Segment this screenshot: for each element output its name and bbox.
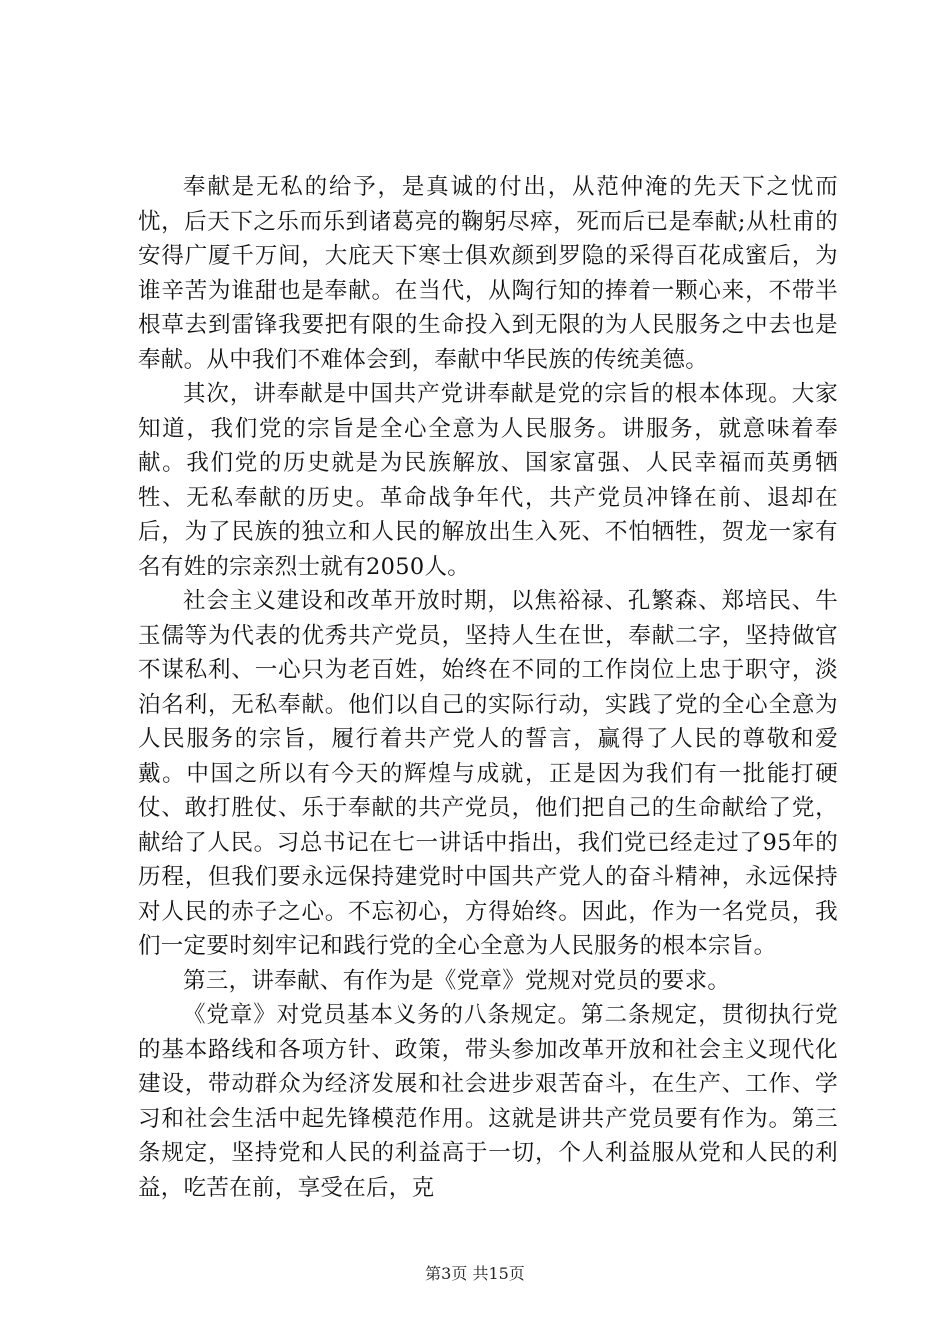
document-body <box>138 170 838 1205</box>
page-footer <box>0 1263 950 1285</box>
page-number: 第3页 共15页 <box>425 1264 525 1283</box>
paragraph-third-point: 第三，讲奉献、有作为是《党章》党规对党员的要求。 <box>183 967 731 994</box>
paragraph-party-constitution: 《党章》对党员基本义务的八条规定。第二条规定，贯彻执行党的基本路线和各项方针、政策，带头参加改革开放和社会主义现代化建设，带动群众为经济发展和社会进步艰苦奋斗，在生产、工作、学习和社会生活中起先锋模范作用。这就是讲共产党员要有作为。第三条规定，坚持党和人民的利益高于一切，个人利益服从党和人民的利益，吃苦在前，享受在后，克 <box>138 1002 838 1201</box>
paragraph-reform-era: 社会主义建设和改革开放时期，以焦裕禄、孔繁森、郑培民、牛玉儒等为代表的优秀共产党员，坚持人生在世，奉献二字，坚持做官不谋私利、一心只为老百姓，始终在不同的工作岗位上忠于职守，淡泊名利，无私奉献。他们以自己的实际行动，实践了党的全心全意为人民服务的宗旨，履行着共产党人的誓言，赢得了人民的尊敬和爱戴。中国之所以有今天的辉煌与成就，正是因为我们有一批能打硬仗、敢打胜仗、乐于奉献的共产党员，他们把自己的生命献给了党，献给了人民。习总书记在七一讲话中指出，我们党已经走过了95年的历程，但我们要永远保持建党时中国共产党人的奋斗精神，永远保持对人民的赤子之心。不忘初心，方得始终。因此，作为一名党员，我们一定要时刻牢记和践行党的全心全意为人民服务的根本宗旨。 <box>138 588 838 959</box>
paragraph-party-purpose: 其次，讲奉献是中国共产党讲奉献是党的宗旨的根本体现。大家知道，我们党的宗旨是全心全意为人民服务。讲服务，就意味着奉献。我们党的历史就是为民族解放、国家富强、人民幸福而英勇牺牲、无私奉献的历史。革命战争年代，共产党员冲锋在前、退却在后，为了民族的独立和人民的解放出生入死、不怕牺牲，贺龙一家有名有姓的宗亲烈士就有2050人。 <box>138 381 838 580</box>
paragraph-dedication-definition: 奉献是无私的给予，是真诚的付出，从范仲淹的先天下之忧而忧，后天下之乐而乐到诸葛亮的鞠躬尽瘁，死而后已是奉献;从杜甫的安得广厦千万间，大庇天下寒士俱欢颜到罗隐的采得百花成蜜后，为谁辛苦为谁甜也是奉献。在当代，从陶行知的捧着一颗心来，不带半根草去到雷锋我要把有限的生命投入到无限的为人民服务之中去也是奉献。从中我们不难体会到，奉献中华民族的传统美德。 <box>138 174 838 373</box>
